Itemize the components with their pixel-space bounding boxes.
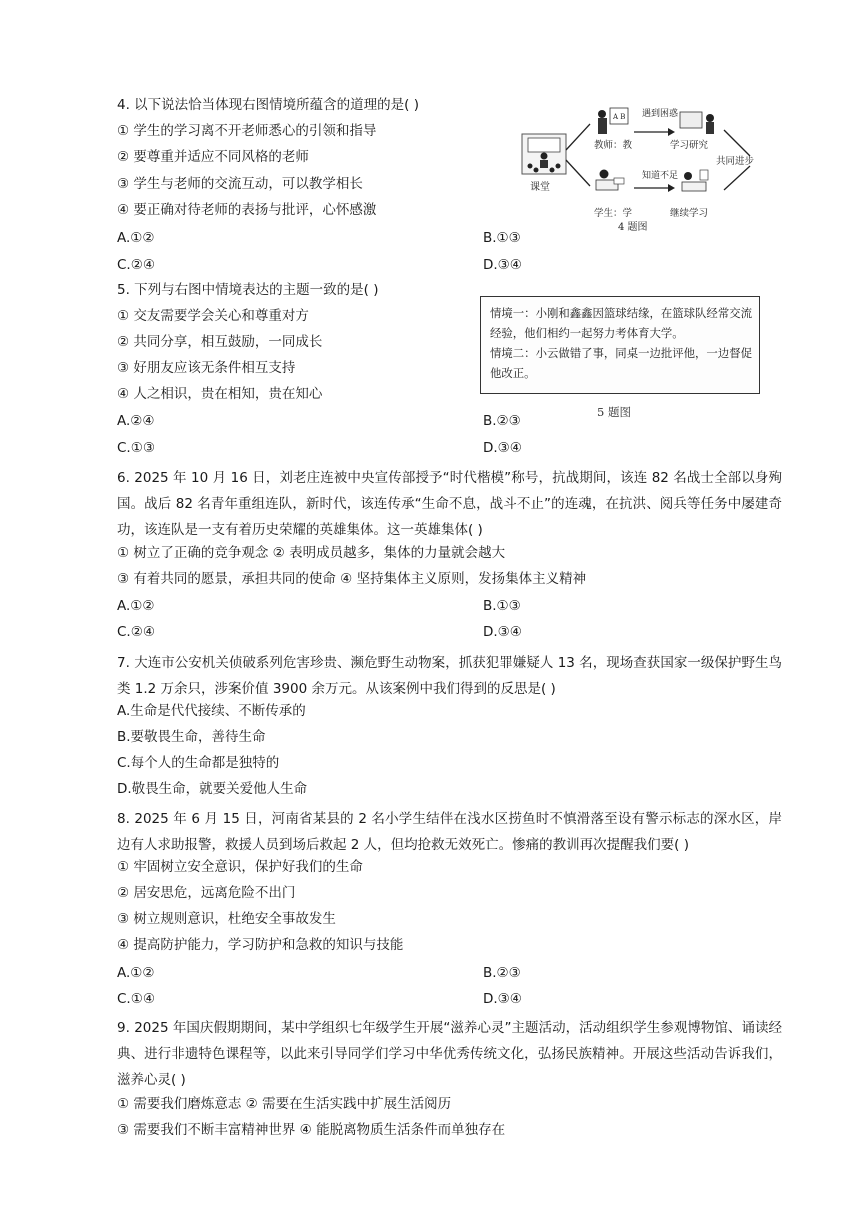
q5-item-3: ③ 好朋友应该无条件相互支持	[117, 360, 296, 376]
q6-choice-d: D.③④	[483, 624, 522, 640]
q5-choice-c: C.①③	[117, 440, 155, 456]
q7-choice-c: C.每个人的生命都是独特的	[117, 755, 280, 771]
q6-item-1: ① 树立了正确的竞争观念 ② 表明成员越多，集体的力量就会越大	[117, 545, 506, 561]
q4-item-4: ④ 要正确对待老师的表扬与批评，心怀感激	[117, 202, 377, 218]
q4-item-1: ① 学生的学习离不开老师悉心的引领和指导	[117, 123, 377, 139]
q5-scenario-1: 情境一：小刚和鑫鑫因篮球结缘，在篮球队经常交流经验，他们相约一起努力考体育大学。	[490, 306, 752, 340]
q5-figure-box	[480, 296, 760, 394]
q8-choice-a: A.①②	[117, 965, 155, 981]
q5-item-4: ④ 人之相识，贵在相知，贵在知心	[117, 386, 323, 402]
q5-choice-a: A.②④	[117, 413, 155, 429]
progress-label: 共同进步	[716, 156, 755, 167]
continue-learning-illustration	[682, 170, 708, 191]
q7-choice-b: B.要敬畏生命，善待生命	[117, 729, 266, 745]
q5-item-1: ① 交友需要学会关心和尊重对方	[117, 308, 309, 324]
q9-item-1: ① 需要我们磨炼意志 ② 需要在生活实践中扩展生活阅历	[117, 1096, 452, 1112]
q7-stem: 7. 大连市公安机关侦破系列危害珍贵、濒危野生动物案，抓获犯罪嫌疑人 13 名，现场查获国家一级保护野生鸟类 1.2 万余只，涉案价值 3900 余万元。从该案例中我们得到的反思是( )	[117, 655, 782, 697]
classroom-illustration	[522, 134, 566, 174]
teacher-label: 教师：教	[594, 140, 633, 151]
q5-scenario-2: 情境二：小云做错了事，同桌一边批评他，一边督促他改正。	[490, 346, 752, 380]
q8-item-4: ④ 提高防护能力，学习防护和急救的知识与技能	[117, 937, 404, 953]
q4-choice-d: D.③④	[483, 257, 522, 273]
q6-choice-c: C.②④	[117, 624, 155, 640]
q4-item-3: ③ 学生与老师的交流互动，可以教学相长	[117, 176, 363, 192]
continue-label: 继续学习	[670, 208, 709, 219]
q5-figure-caption: 5 题图	[597, 405, 631, 419]
q4-stem: 4. 以下说法恰当体现右图情境所蕴含的道理的是( )	[117, 97, 419, 113]
q8-item-1: ① 牢固树立安全意识，保护好我们的生命	[117, 859, 363, 875]
q5-stem: 5. 下列与右图中情境表达的主题一致的是( )	[117, 282, 379, 298]
teacher-illustration	[598, 108, 628, 134]
research-illustration	[680, 112, 714, 134]
q8-choice-d: D.③④	[483, 991, 522, 1007]
q6-choice-a: A.①②	[117, 598, 155, 614]
q4-choice-b: B.①③	[483, 230, 521, 246]
q7-choice-a: A.生命是代代接续、不断传承的	[117, 703, 306, 719]
upper-arrow-label: 遇到困惑	[642, 109, 679, 119]
q6-item-2: ③ 有着共同的愿景，承担共同的使命 ④ 坚持集体主义原则，发扬集体主义精神	[117, 571, 587, 587]
q8-choice-b: B.②③	[483, 965, 521, 981]
research-label: 学习研究	[670, 140, 709, 151]
q8-stem: 8. 2025 年 6 月 15 日，河南省某县的 2 名小学生结伴在浅水区捞鱼时不慎滑落至设有警示标志的深水区，岸边有人求助报警，救援人员到场后救起 2 人，但均抢救无效死亡。惨痛的教训再次提醒我们要( )	[117, 811, 782, 853]
q8-choice-c: C.①④	[117, 991, 155, 1007]
q5-choice-d: D.③④	[483, 440, 522, 456]
q4-figure-caption: 4 题图	[618, 222, 648, 232]
q5-choice-b: B.②③	[483, 413, 521, 429]
q9-item-2: ③ 需要我们不断丰富精神世界 ④ 能脱离物质生活条件而单独存在	[117, 1122, 506, 1138]
q5-item-2: ② 共同分享，相互鼓励，一同成长	[117, 334, 323, 350]
q7-choice-d: D.敬畏生命，就要关爱他人生命	[117, 781, 308, 797]
q4-item-2: ② 要尊重并适应不同风格的老师	[117, 149, 309, 165]
q8-item-3: ③ 树立规则意识，杜绝安全事故发生	[117, 911, 336, 927]
q4-choice-c: C.②④	[117, 257, 155, 273]
q8-item-2: ② 居安思危，远离危险不出门	[117, 885, 296, 901]
q4-figure-diagram	[518, 104, 783, 232]
svg-text:A B: A B	[613, 113, 626, 121]
q4-choice-a: A.①②	[117, 230, 155, 246]
q6-choice-b: B.①③	[483, 598, 521, 614]
q6-stem: 6. 2025 年 10 月 16 日，刘老庄连被中央宣传部授予“时代楷模”称号，抗战期间，该连 82 名战士全部以身殉国。战后 82 名青年重组连队，新时代，该连传承“生命不息，战斗不止”的连魂，在抗洪、阅兵等任务中屡建奇功，该连队是一支有着历史荣耀的英雄集体。这一英雄集体( )	[117, 470, 782, 538]
lower-arrow-label: 知道不足	[642, 171, 679, 181]
student-label: 学生：学	[594, 208, 633, 219]
q9-stem: 9. 2025 年国庆假期期间，某中学组织七年级学生开展“滋养心灵”主题活动，活动组织学生参观博物馆、诵读经典、进行非遗特色课程等，以此来引导同学们学习中华优秀传统文化，弘扬民族精神。开展这些活动告诉我们，滋养心灵( )	[117, 1020, 782, 1088]
student-illustration	[596, 170, 624, 191]
classroom-label: 课堂	[530, 182, 550, 193]
